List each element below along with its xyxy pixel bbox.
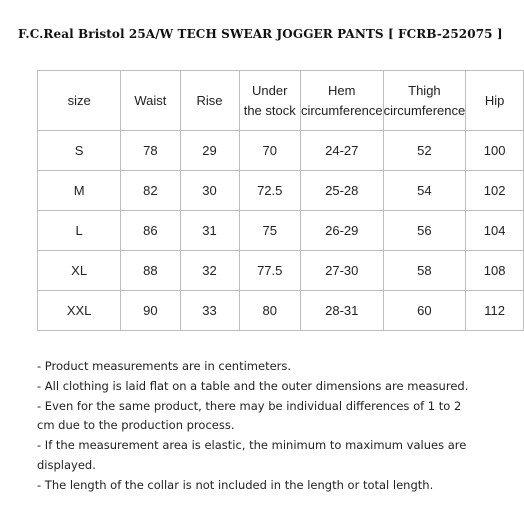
product-title: F.C.Real Bristol 25A/W TECH SWEAR JOGGER PANTS [ FCRB-252075 ] — [18, 27, 503, 41]
table-cell: 102 — [466, 171, 524, 211]
table-cell: 26-29 — [300, 211, 383, 251]
table-cell: 112 — [466, 291, 524, 331]
table-cell: 77.5 — [239, 251, 300, 291]
header-label: Rise — [196, 92, 223, 108]
header-label: Thigh circumference — [383, 82, 466, 118]
table-cell: 33 — [180, 291, 239, 331]
table-cell: 72.5 — [239, 171, 300, 211]
note-line: displayed. — [37, 457, 96, 472]
table-cell: XL — [38, 251, 121, 291]
measurement-notes — [37, 357, 497, 496]
header-label: Waist — [134, 92, 167, 108]
table-cell: 27-30 — [300, 251, 383, 291]
table-cell: 100 — [466, 131, 524, 171]
table-cell: L — [38, 211, 121, 251]
table-cell: 30 — [180, 171, 239, 211]
table-cell: 32 — [180, 251, 239, 291]
note-line: - If the measurement area is elastic, the minimum to maximum values are — [37, 438, 467, 453]
table-cell: M — [38, 171, 121, 211]
table-cell: 78 — [121, 131, 180, 171]
note-line: - Product measurements are in centimeters. — [37, 359, 292, 373]
table-row — [38, 251, 524, 291]
header-rise — [180, 71, 239, 131]
table-row — [38, 211, 524, 251]
table-cell: 75 — [239, 211, 300, 251]
header-label: Hip — [484, 92, 505, 108]
table-cell: 54 — [383, 171, 466, 211]
table-row — [38, 171, 524, 211]
header-waist — [121, 71, 180, 131]
header-hem-circumference — [300, 71, 383, 131]
table-cell: 28-31 — [300, 291, 383, 331]
note-line: - Even for the same product, there may be individual differences of 1 to 2 — [37, 398, 462, 413]
header-hip — [466, 71, 524, 131]
table-row — [38, 291, 524, 331]
header-thigh-circumference — [383, 71, 466, 131]
table-cell: XXL — [38, 291, 121, 331]
header-label: Hem circumference — [300, 82, 383, 118]
table-cell: 80 — [239, 291, 300, 331]
table-cell: 24-27 — [300, 131, 383, 171]
table-cell: 56 — [383, 211, 466, 251]
table-cell: S — [38, 131, 121, 171]
table-cell: 31 — [180, 211, 239, 251]
table-cell: 86 — [121, 211, 180, 251]
table-cell: 25-28 — [300, 171, 383, 211]
table-cell: 90 — [121, 291, 180, 331]
header-label: Under the stock — [243, 82, 296, 118]
note-line: - All clothing is laid flat on a table and the outer dimensions are measured. — [37, 378, 469, 393]
table-cell: 104 — [466, 211, 524, 251]
table-cell: 52 — [383, 131, 466, 171]
table-cell: 82 — [121, 171, 180, 211]
header-size — [38, 71, 121, 131]
table-row — [38, 131, 524, 171]
table-cell: 29 — [180, 131, 239, 171]
table-cell: 108 — [466, 251, 524, 291]
header-label: size — [67, 92, 91, 108]
note-line: cm due to the production process. — [37, 418, 235, 433]
table-cell: 58 — [383, 251, 466, 291]
table-cell: 60 — [383, 291, 466, 331]
table-cell: 88 — [121, 251, 180, 291]
size-chart-table — [37, 70, 524, 331]
table-header-row — [38, 71, 524, 131]
header-under-the-stock — [239, 71, 300, 131]
note-line: - The length of the collar is not included in the length or total length. — [37, 477, 434, 492]
table-cell: 70 — [239, 131, 300, 171]
